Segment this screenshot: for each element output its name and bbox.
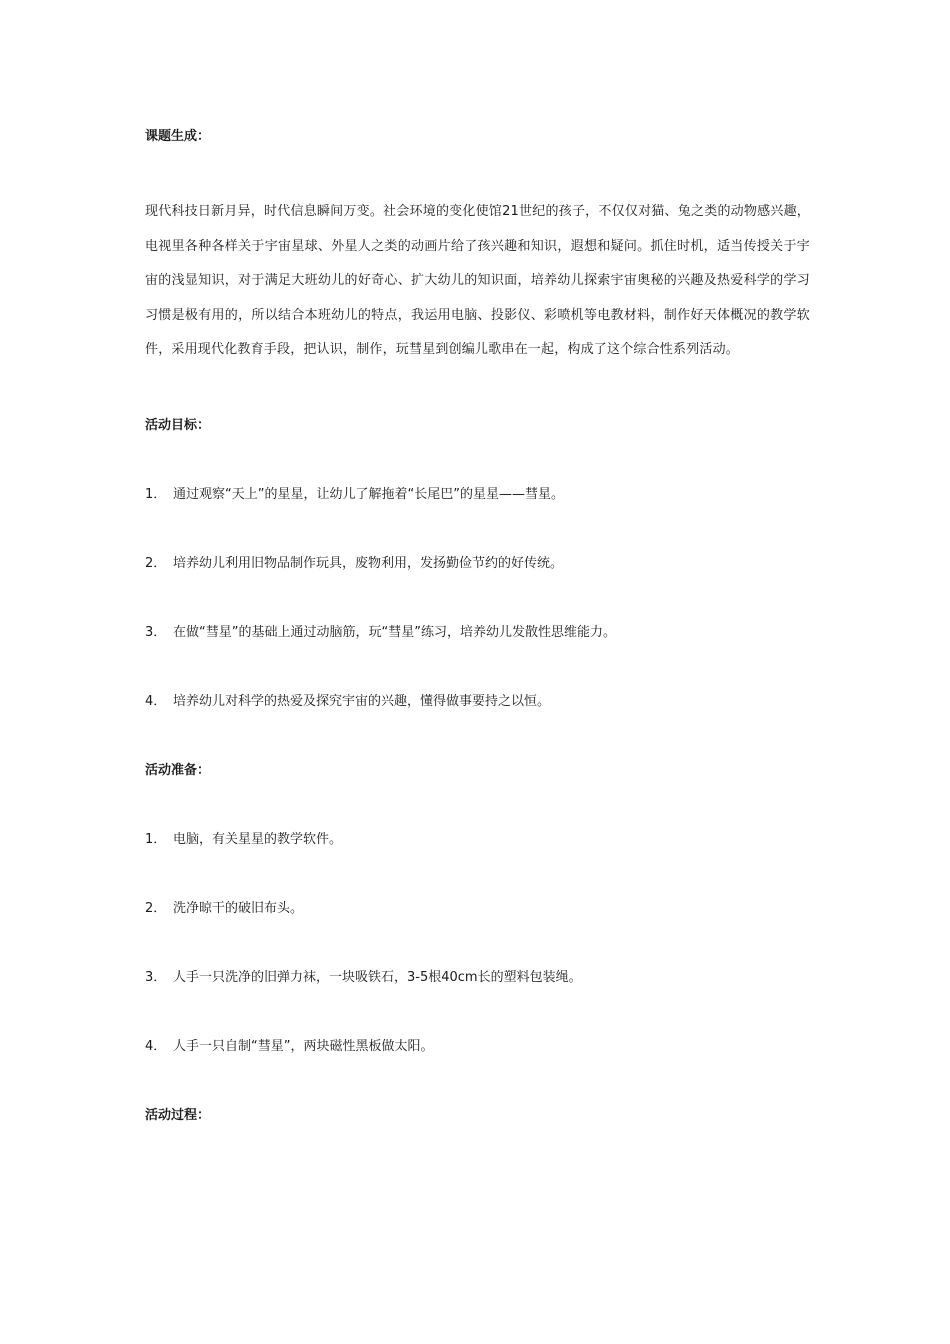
- goal-item-3: [145, 621, 810, 645]
- goal-item-2: [145, 552, 810, 576]
- prep-text: 洗净晾干的破旧布头。: [173, 900, 304, 916]
- heading-topic: 课题生成：: [145, 129, 211, 144]
- heading-goals: 活动目标：: [145, 417, 211, 433]
- prep-item-2: [145, 897, 810, 921]
- prep-item-4: [145, 1035, 810, 1059]
- goal-text: 培养幼儿对科学的热爱及探究宇宙的兴趣，懂得做事要持之以恒。: [173, 693, 551, 709]
- prep-number: 1．: [145, 831, 167, 847]
- heading-prep: 活动准备：: [145, 762, 211, 778]
- goal-item-4: [145, 690, 810, 714]
- prep-text: 电脑，有关星星的教学软件。: [173, 831, 343, 847]
- goal-number: 2．: [145, 555, 167, 571]
- goal-item-1: [145, 483, 810, 507]
- heading-process: 活动过程：: [145, 1107, 211, 1123]
- goal-text: 培养幼儿利用旧物品制作玩具，废物利用，发扬勤俭节约的好传统。: [173, 555, 564, 571]
- goal-number: 4．: [145, 693, 167, 709]
- goal-text: 在做“彗星”的基础上通过动脑筋，玩“彗星”练习，培养幼儿发散性思维能力。: [173, 624, 616, 640]
- prep-item-3: [145, 966, 810, 990]
- prep-number: 3．: [145, 969, 167, 985]
- paragraph-topic: 现代科技日新月异，时代信息瞬间万变。社会环境的变化使馆21世纪的孩子，不仅仅对猫、兔之类的动物感兴趣，电视里各种各样关于宇宙星球、外星人之类的动画片给了孩兴趣和知识，遐想和疑问。抓住时机，适当传授关于宇宙的浅显知识，对于满足大班幼儿的好奇心、扩大幼儿的知识面，培养幼儿探索宇宙奥秘的兴趣及热爱科学的学习习惯是极有用的，所以结合本班幼儿的特点，我运用电脑、投影仪、彩喷机等电教材料，制作好天体概况的教学软件，采用现代化教育手段，把认识，制作，玩彗星到创编儿歌串在一起，构成了这个综合性系列活动。: [145, 204, 810, 357]
- goal-number: 3．: [145, 624, 167, 640]
- prep-number: 2．: [145, 900, 167, 916]
- prep-text: 人手一只洗净的旧弹力袜，一块吸铁石，3-5根40cm长的塑料包装绳。: [173, 969, 582, 985]
- prep-text: 人手一只自制“彗星”，两块磁性黑板做太阳。: [173, 1038, 434, 1054]
- goal-number: 1．: [145, 486, 167, 502]
- document-body: [145, 125, 810, 1128]
- prep-number: 4．: [145, 1038, 167, 1054]
- prep-item-1: [145, 828, 810, 852]
- goal-text: 通过观察“天上”的星星，让幼儿了解拖着“长尾巴”的星星——彗星。: [173, 486, 564, 502]
